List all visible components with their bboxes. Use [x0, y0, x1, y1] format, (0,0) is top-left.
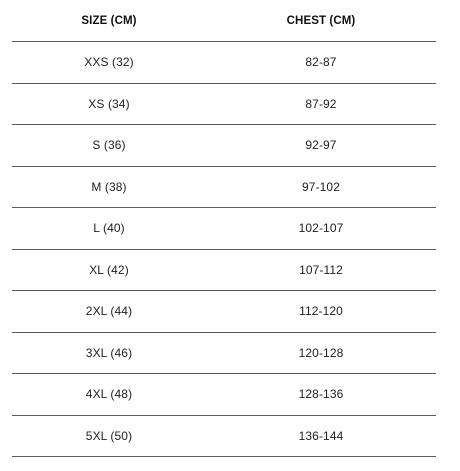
chest-cell: 92-97 — [305, 138, 337, 153]
chest-cell: 120-128 — [298, 345, 344, 360]
table-row — [12, 416, 436, 458]
header-size: SIZE (CM) — [81, 14, 137, 27]
chest-cell: 102-107 — [298, 221, 344, 236]
table-row — [12, 84, 436, 126]
table-row — [12, 167, 436, 209]
table-row — [12, 333, 436, 375]
size-chart-table — [12, 0, 436, 457]
table-row — [12, 42, 436, 84]
size-cell: XL (42) — [89, 262, 129, 277]
header-chest: CHEST (CM) — [286, 14, 356, 27]
size-cell: 5XL (50) — [85, 428, 133, 443]
table-header-row — [12, 0, 436, 42]
size-cell: XXS (32) — [84, 55, 134, 70]
size-cell: 3XL (46) — [85, 345, 133, 360]
size-cell: S (36) — [92, 138, 126, 153]
chest-cell: 82-87 — [305, 55, 337, 70]
chest-cell: 97-102 — [302, 179, 340, 194]
size-cell: XS (34) — [88, 96, 130, 111]
table-row — [12, 125, 436, 167]
size-cell: 4XL (48) — [85, 387, 133, 402]
chest-cell: 87-92 — [305, 96, 337, 111]
table-row — [12, 374, 436, 416]
size-cell: 2XL (44) — [85, 304, 133, 319]
table-row — [12, 250, 436, 292]
chest-cell: 128-136 — [298, 387, 344, 402]
table-row — [12, 291, 436, 333]
table-row — [12, 208, 436, 250]
size-cell: M (38) — [91, 179, 127, 194]
chest-cell: 136-144 — [298, 428, 344, 443]
chest-cell: 112-120 — [299, 304, 343, 319]
size-cell: L (40) — [93, 221, 125, 236]
chest-cell: 107-112 — [299, 262, 343, 277]
